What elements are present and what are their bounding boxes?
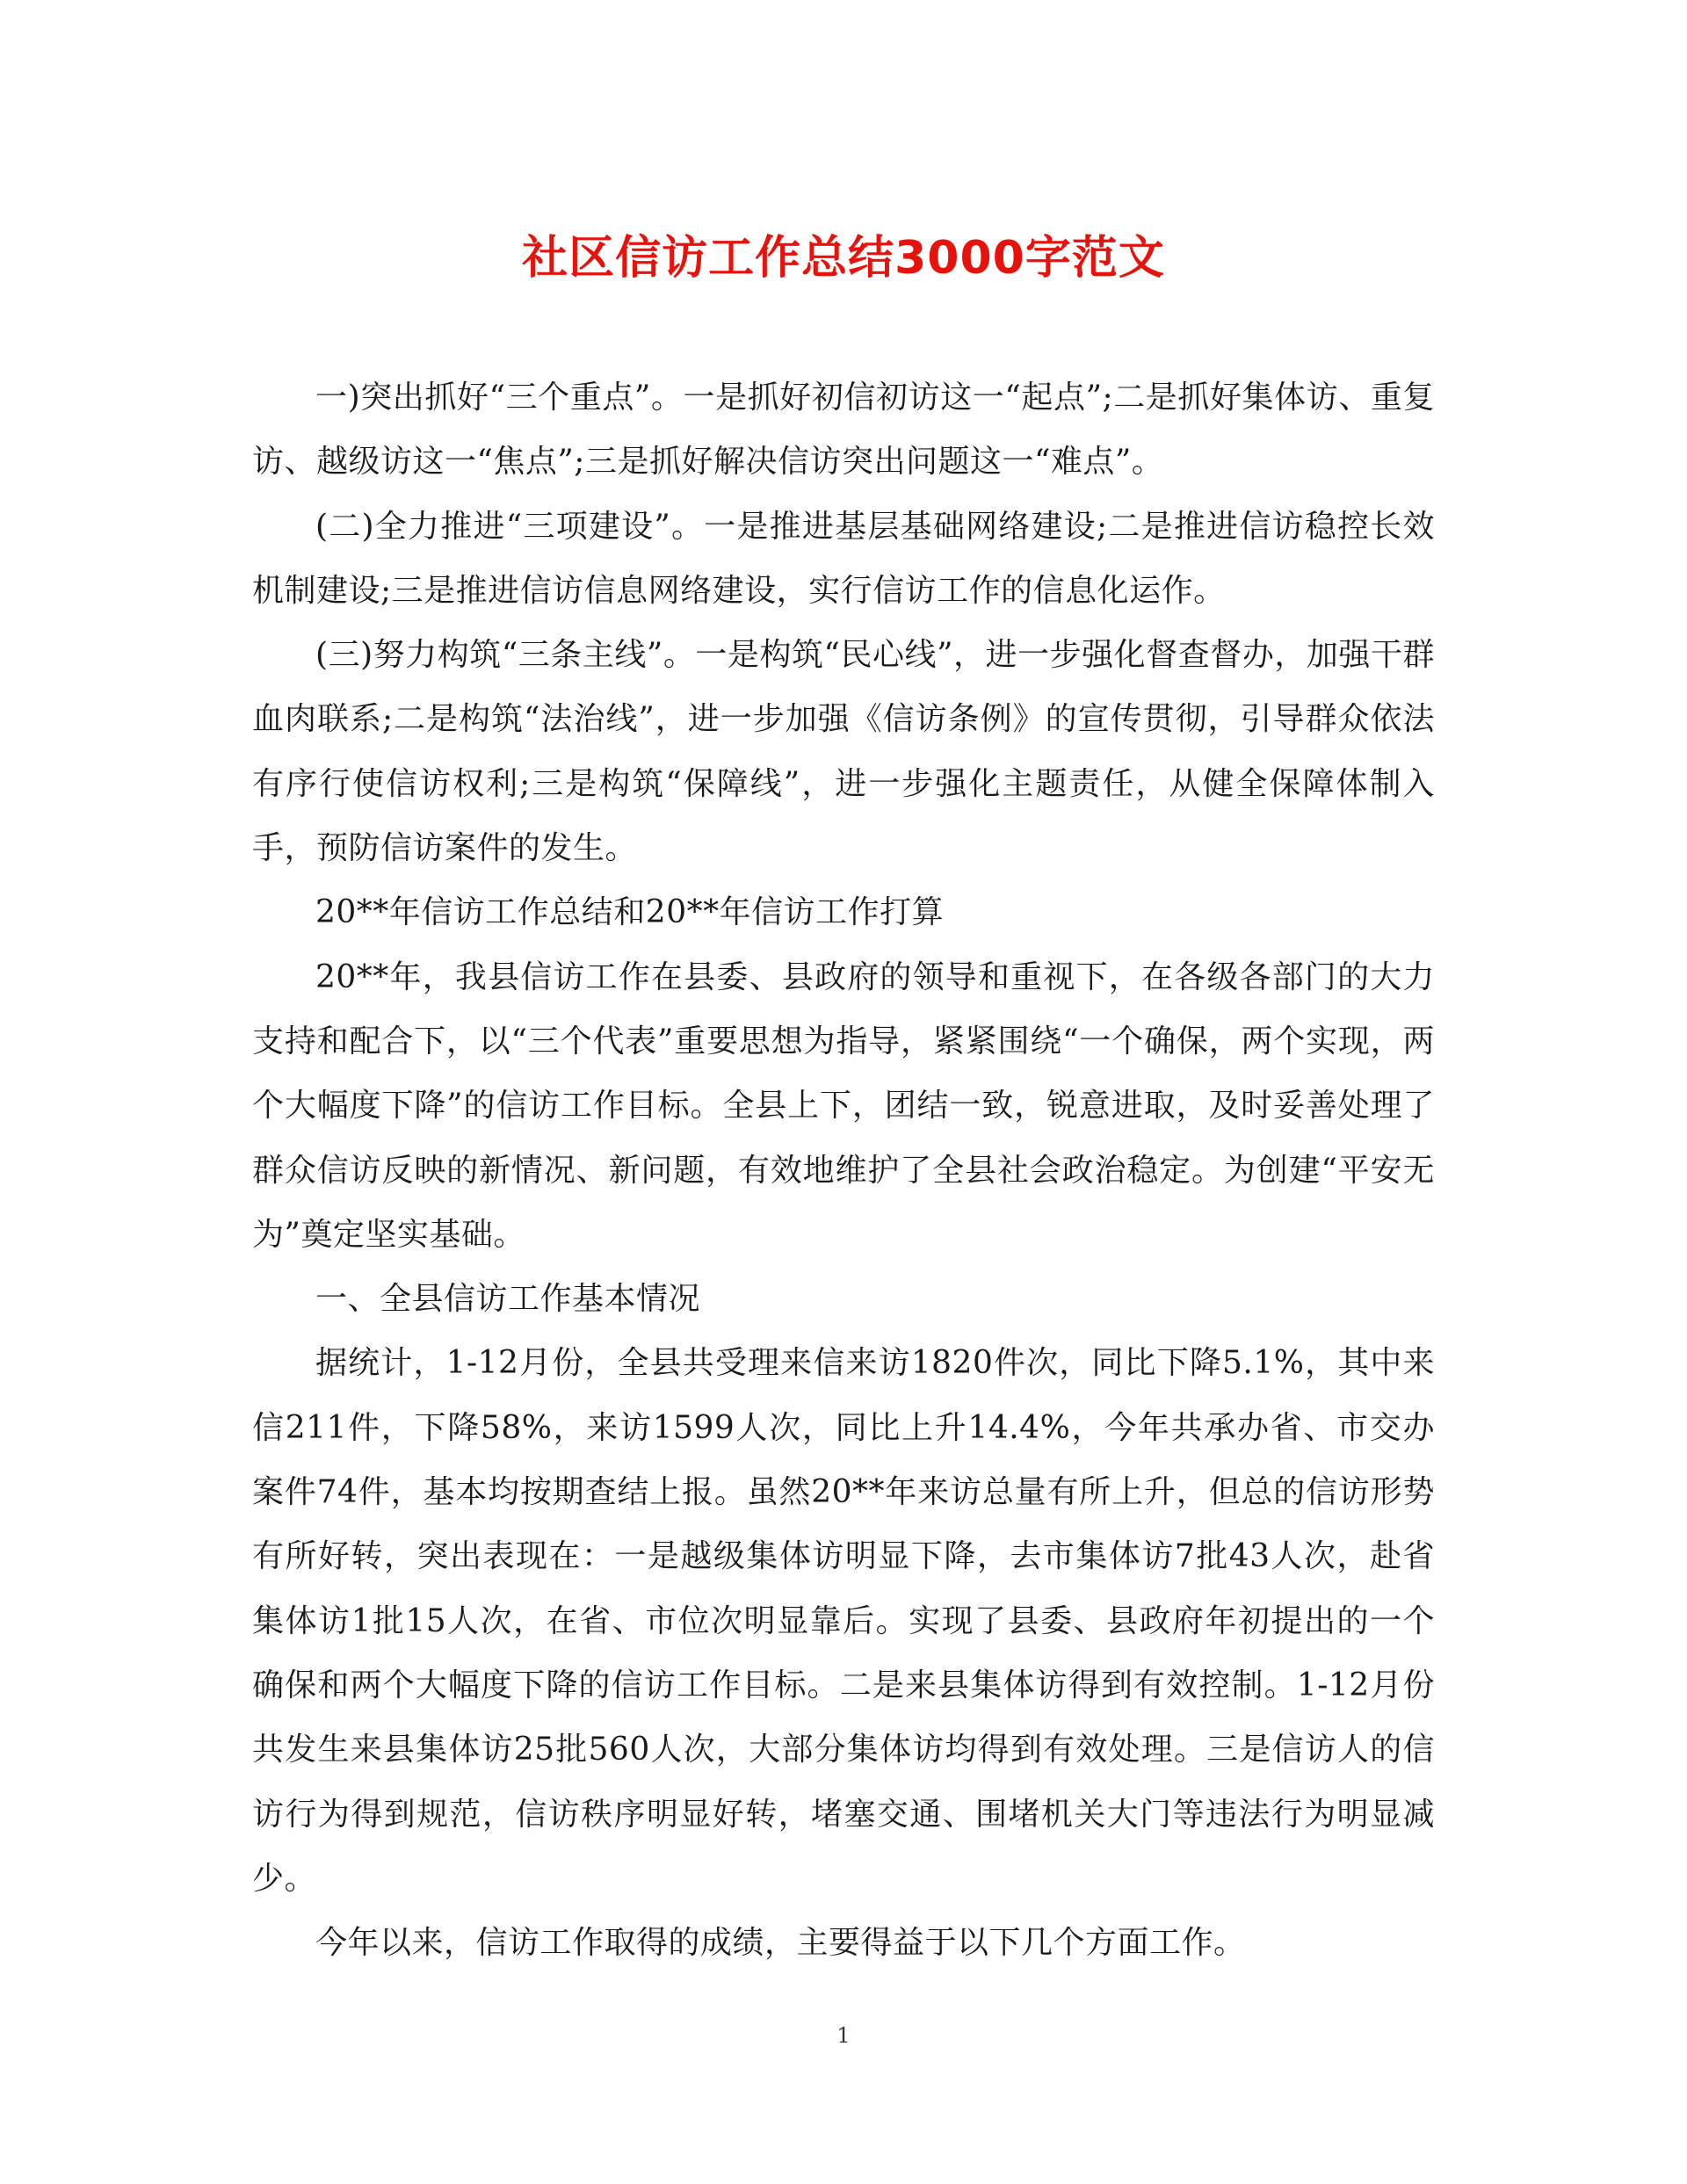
- section-heading-summary-plan: 20**年信访工作总结和20**年信访工作打算: [315, 894, 945, 931]
- paragraph-three-lines: (三)努力构筑“三条主线”。一是构筑“民心线”，进一步强化督查督办，加强干群血肉联系;二是构筑“法治线”，进一步加强《信访条例》的宣传贯彻，引导群众依法有序行使信访权利;三是构筑“保障线”，进一步强化主题责任，从健全保障体制入手，预防信访案件的发生。: [252, 637, 1435, 867]
- paragraph-three-priorities: 一)突出抓好“三个重点”。一是抓好初信初访这一“起点”;二是抓好集体访、重复访、越级访这一“焦点”;三是抓好解决信访突出问题这一“难点”。: [252, 380, 1435, 481]
- page-number: 1: [836, 2023, 851, 2048]
- section-heading-basic-situation: 一、全县信访工作基本情况: [315, 1281, 701, 1318]
- paragraph-annual-overview: 20**年，我县信访工作在县委、县政府的领导和重视下，在各级各部门的大力支持和配合下，以“三个代表”重要思想为指导，紧紧围绕“一个确保，两个实现，两个大幅度下降”的信访工作目标。全县上下，团结一致，锐意进取，及时妥善处理了群众信访反映的新情况、新问题，有效地维护了全县社会政治稳定。为创建“平安无为”奠定坚实基础。: [252, 958, 1435, 1253]
- document-title: 社区信访工作总结3000字范文: [522, 232, 1165, 285]
- paragraph-statistics: 据统计，1-12月份，全县共受理来信来访1820件次，同比下降5.1%，其中来信211件，下降58%，来访1599人次，同比上升14.4%，今年共承办省、市交办案件74件，基本均按期查结上报。虽然20**年来访总量有所上升，但总的信访形势有所好转，突出表现在：一是越级集体访明显下降，去市集体访7批43人次，赴省集体访1批15人次，在省、市位次明显靠后。实现了县委、县政府年初提出的一个确保和两个大幅度下降的信访工作目标。二是来县集体访得到有效控制。1-12月份共发生来县集体访25批560人次，大部分集体访均得到有效处理。三是信访人的信访行为得到规范，信访秩序明显好转，堵塞交通、围堵机关大门等违法行为明显减少。: [252, 1345, 1435, 1897]
- document-body: [252, 365, 1435, 1975]
- paragraph-achievements-intro: 今年以来，信访工作取得的成绩，主要得益于以下几个方面工作。: [315, 1925, 1246, 1962]
- paragraph-three-constructions: (二)全力推进“三项建设”。一是推进基层基础网络建设;二是推进信访稳控长效机制建设;三是推进信访信息网络建设，实行信访工作的信息化运作。: [252, 508, 1435, 609]
